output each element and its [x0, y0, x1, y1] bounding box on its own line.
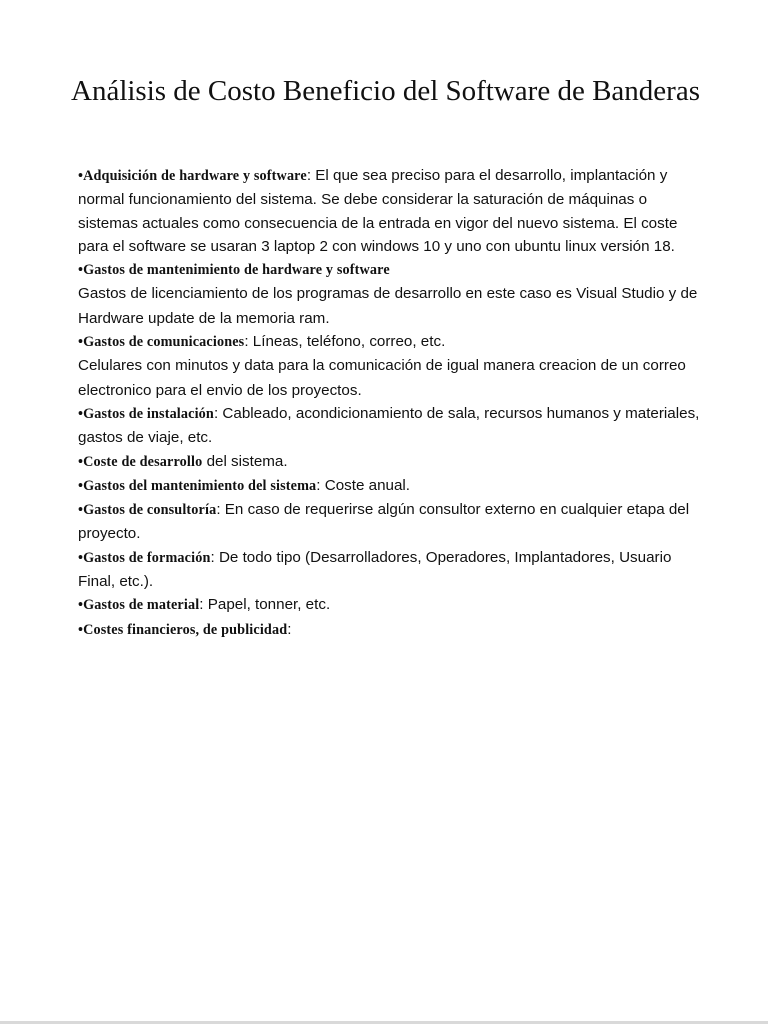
paragraph-text: del sistema.: [202, 452, 288, 470]
paragraph-text: :: [287, 620, 292, 638]
paragraph-label: •Costes financieros, de publicidad: [78, 621, 288, 638]
paragraph-licenciamiento-detalle: [78, 282, 703, 330]
paragraph-text: : De todo tipo (Desarrolladores, Operadores, Implantadores, Usuario Final, etc.).: [78, 548, 672, 591]
paragraph-coste-desarrollo: [78, 450, 703, 474]
paragraph-adquisicion-hardware-software: [78, 164, 703, 258]
paragraph-gastos-mantenimiento-sistema: [78, 474, 703, 498]
paragraph-text: : Coste anual.: [316, 476, 411, 494]
paragraph-label: •Gastos de mantenimiento de hardware y software: [78, 262, 390, 279]
paragraph-comunicaciones-detalle: [78, 354, 703, 402]
document-body: [78, 164, 703, 642]
paragraph-gastos-material: [78, 593, 703, 617]
paragraph-label: •Gastos de comunicaciones: [78, 334, 245, 351]
paragraph-gastos-instalacion: [78, 402, 703, 450]
paragraph-text: : En caso de requerirse algún consultor externo en cualquier etapa del proyecto.: [78, 501, 690, 543]
paragraph-gastos-formacion: [78, 546, 703, 594]
paragraph-costes-financieros: [78, 618, 703, 642]
paragraph-gastos-mantenimiento-hardware: [78, 258, 703, 282]
paragraph-gastos-comunicaciones: [78, 330, 703, 354]
paragraph-label: •Gastos de instalación: [78, 405, 214, 422]
paragraph-text: : Cableado, acondicionamiento de sala, recursos humanos y materiales, gastos de viaje, etc.: [78, 404, 700, 447]
paragraph-text: : El que sea preciso para el desarrollo, implantación y normal funcionamiento del sistema. Se debe considerar la saturación de máquinas o sistemas actuales como consecuencia de la entrada en vigor del nuevo sistema. El coste para el software se usaran 3 laptop 2 con windows 10 y uno con ubuntu linux versión 18.: [78, 167, 678, 255]
paragraph-label: •Gastos de formación: [78, 549, 211, 566]
paragraph-label: •Coste de desarrollo: [78, 453, 203, 470]
paragraph-label: •Gastos de material: [78, 597, 200, 614]
paragraph-text: : Papel, tonner, etc.: [199, 596, 331, 614]
paragraph-label: •Gastos de consultoría: [78, 502, 217, 519]
document-title: Análisis de Costo Beneficio del Software de Banderas: [71, 75, 700, 107]
paragraph-text: Gastos de licenciamiento de los programas de desarrollo en este caso es Visual Studio y de Hardware update de la memoria ram.: [78, 285, 698, 327]
paragraph-gastos-consultoria: [78, 498, 703, 546]
paragraph-text: Celulares con minutos y data para la comunicación de igual manera creacion de un correo electronico para el envio de los proyectos.: [78, 357, 686, 399]
paragraph-text: : Líneas, teléfono, correo, etc.: [244, 333, 446, 351]
paragraph-label: •Adquisición de hardware y software: [78, 168, 307, 184]
paragraph-label: •Gastos del mantenimiento del sistema: [78, 477, 317, 494]
